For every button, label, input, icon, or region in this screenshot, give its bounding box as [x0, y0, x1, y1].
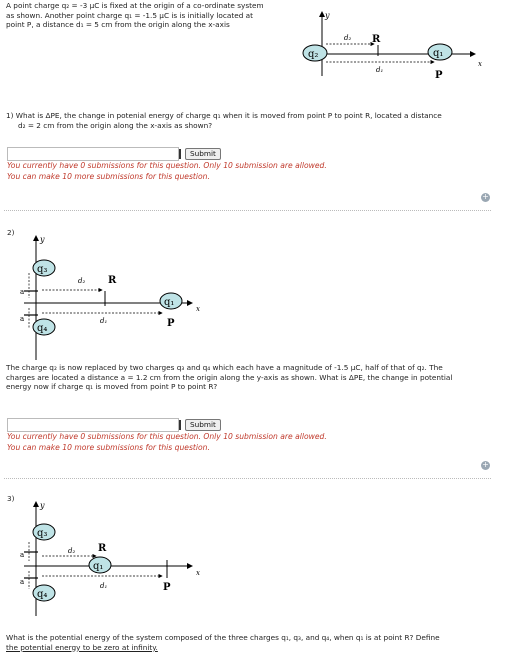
charge-q1-label: q₁ [433, 48, 444, 59]
a-bottom-label: a [20, 315, 25, 323]
d1-label: d₁ [100, 582, 108, 590]
submission-status-1 [7, 161, 447, 182]
y-axis-label: y [40, 235, 45, 244]
a-top-label: a [20, 551, 25, 559]
question-1-text [6, 111, 496, 130]
point-p-label: P [163, 582, 171, 593]
submission-remaining: You can make 10 more submissions for this question. [7, 171, 210, 181]
question-line: 1) What is ΔPE, the change in potenial energy of charge q₁ when it is moved from point P to point R, located a distance [6, 111, 442, 120]
a-top-label: a [20, 288, 25, 296]
question-line: charges are located a distance a = 1.2 cm from the origin along the y-axis as shown. What is ΔPE, the change in potential [6, 372, 453, 382]
intro-line: A point charge q₂ = -3 μC is fixed at the origin of a co-ordinate system [6, 1, 264, 10]
d2-label: d₂ [68, 547, 76, 555]
d1-label: d₁ [100, 317, 108, 325]
answer-input-2[interactable] [7, 418, 179, 432]
submit-button-1[interactable]: Submit [185, 148, 221, 160]
question-line: d₂ = 2 cm from the origin along the x-axis as shown? [18, 120, 213, 130]
figure-2 [20, 228, 220, 363]
figure-1 [300, 6, 500, 86]
submit-button-2[interactable]: Submit [185, 419, 221, 431]
x-axis-label: x [196, 569, 200, 577]
intro-text [6, 1, 306, 30]
y-axis-label: y [40, 501, 45, 510]
question-line: energy now if charge q₁ is moved from point P to point R? [6, 382, 218, 392]
submission-count: You currently have 0 submissions for this question. Only 10 submission are allowed. [7, 432, 327, 441]
point-r-label: R [372, 34, 381, 45]
figure-3 [20, 494, 220, 619]
intro-line: as shown. Another point charge q₁ = -1.5 μC is is initially located at [6, 10, 254, 20]
charge-q3-label: q₃ [37, 528, 48, 539]
intro-line: point P, a distance d₁ = 5 cm from the origin along the x-axis [6, 20, 230, 30]
question-2-number: 2) [7, 228, 15, 237]
charge-q1-label: q₁ [93, 561, 104, 572]
add-icon[interactable]: + [482, 460, 489, 469]
status-marker-1 [179, 149, 181, 159]
question-line: What is the potential energy of the system composed of the three charges q₁, q₃, and q₄, when q₁ is at point R? Define [6, 633, 440, 642]
section-divider [4, 478, 491, 479]
submission-status-2 [7, 432, 447, 453]
question-line: The charge q₂ is now replaced by two charges q₃ and q₄ which each have a magnitude of -1.5 μC, half of that of q₂. The [6, 363, 443, 372]
charge-q4-label: q₄ [37, 323, 48, 334]
submission-count: You currently have 0 submissions for this question. Only 10 submission are allowed. [7, 161, 327, 170]
y-axis-label: y [325, 11, 330, 20]
answer-input-1[interactable] [7, 147, 179, 161]
x-axis-label: x [478, 60, 482, 68]
status-marker-2 [179, 420, 181, 430]
submission-remaining: You can make 10 more submissions for this question. [7, 442, 210, 452]
charge-q3-label: q₃ [37, 264, 48, 275]
point-r-label: R [108, 275, 117, 286]
x-axis-label: x [196, 305, 200, 313]
point-p-label: P [435, 70, 443, 81]
charge-q4-label: q₄ [37, 589, 48, 600]
question-line: the potential energy to be zero at infinity. [6, 642, 158, 652]
question-3-number: 3) [7, 494, 15, 503]
d2-label: d₂ [344, 34, 352, 42]
charge-q1-label: q₁ [164, 297, 175, 308]
section-divider [4, 210, 491, 211]
add-icon[interactable]: + [482, 192, 489, 201]
a-bottom-label: a [20, 578, 25, 586]
d2-label: d₂ [78, 277, 86, 285]
d1-label: d₁ [376, 66, 384, 74]
charge-q2-label: q₂ [308, 49, 319, 60]
question-3-text [6, 633, 500, 652]
point-p-label: P [167, 318, 175, 329]
point-r-label: R [98, 543, 107, 554]
question-2-text [6, 363, 498, 392]
